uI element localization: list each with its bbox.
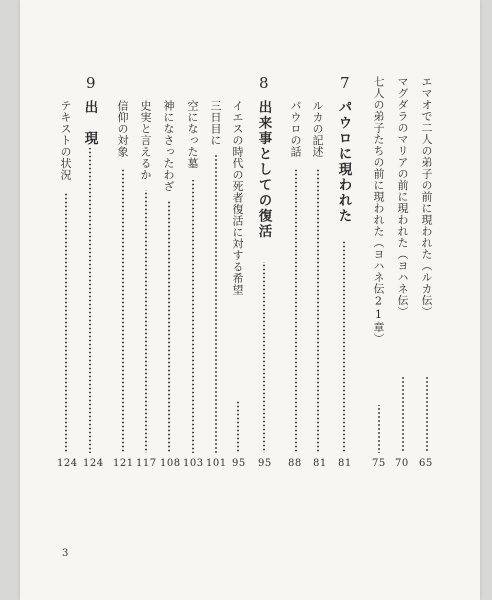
leader-dots (168, 200, 170, 453)
leader-dots (295, 168, 297, 453)
toc-entry-emmaus: エマオで二人の弟子の前に現われた（ルカ伝） (420, 76, 433, 318)
page-number: 124 (57, 458, 78, 469)
toc-entry-empty-tomb: 空になった墓 (186, 100, 199, 169)
toc-entry-text-situation: テキストの状況 (59, 100, 72, 181)
folio-number: 3 (62, 548, 69, 559)
chapter-title: 出来事としての復活 (255, 100, 272, 240)
leader-dots (317, 168, 319, 453)
leader-dots (402, 375, 404, 453)
page-number: 95 (258, 458, 272, 469)
page-number: 117 (136, 458, 157, 469)
page-number: 121 (113, 458, 134, 469)
toc-entry-magdalene: マグダラのマリアの前に現われた（ヨハネ伝） (396, 76, 409, 318)
leader-dots (237, 400, 239, 453)
page-number: 65 (419, 458, 433, 469)
leader-dots (192, 180, 194, 453)
toc-entry-paul: パウロの話 (289, 100, 302, 158)
leader-dots (65, 192, 67, 453)
page-number: 81 (338, 458, 352, 469)
leader-dots (426, 375, 428, 453)
page-number: 103 (183, 458, 204, 469)
leader-dots (263, 262, 265, 453)
chapter-number: 8 (259, 74, 269, 92)
chapter-number: 9 (86, 74, 96, 92)
page-number: 95 (232, 458, 246, 469)
leader-dots (343, 240, 345, 453)
leader-dots (89, 148, 91, 453)
page-number: 124 (83, 458, 104, 469)
leader-dots (215, 155, 217, 453)
page-number: 88 (288, 458, 302, 469)
toc-page (20, 0, 480, 600)
leader-dots (378, 405, 380, 453)
leader-dots (145, 190, 147, 453)
page-number: 75 (372, 458, 386, 469)
page-number: 81 (313, 458, 327, 469)
page-number: 108 (160, 458, 181, 469)
chapter-title: パウロに現われた (335, 100, 352, 224)
page-number: 101 (206, 458, 227, 469)
toc-entry-third-day: 三日目に (209, 100, 222, 146)
toc-entry-luke: ルカの記述 (311, 100, 324, 158)
toc-entry-gods-work: 神になさったわざ (162, 100, 175, 192)
toc-entry-seven-disciples: 七人の弟子たちの前に現われた（ヨハネ伝21章） (372, 76, 385, 345)
toc-entry-historical: 史実と言えるか (139, 100, 152, 181)
page-number: 70 (395, 458, 409, 469)
chapter-number: 7 (340, 74, 350, 92)
toc-entry-faith: 信仰の対象 (116, 100, 129, 158)
toc-entry-hope: イエスの時代の死者復活に対する希望 (231, 100, 244, 296)
leader-dots (122, 168, 124, 453)
chapter-title: 出 現 (81, 100, 98, 147)
